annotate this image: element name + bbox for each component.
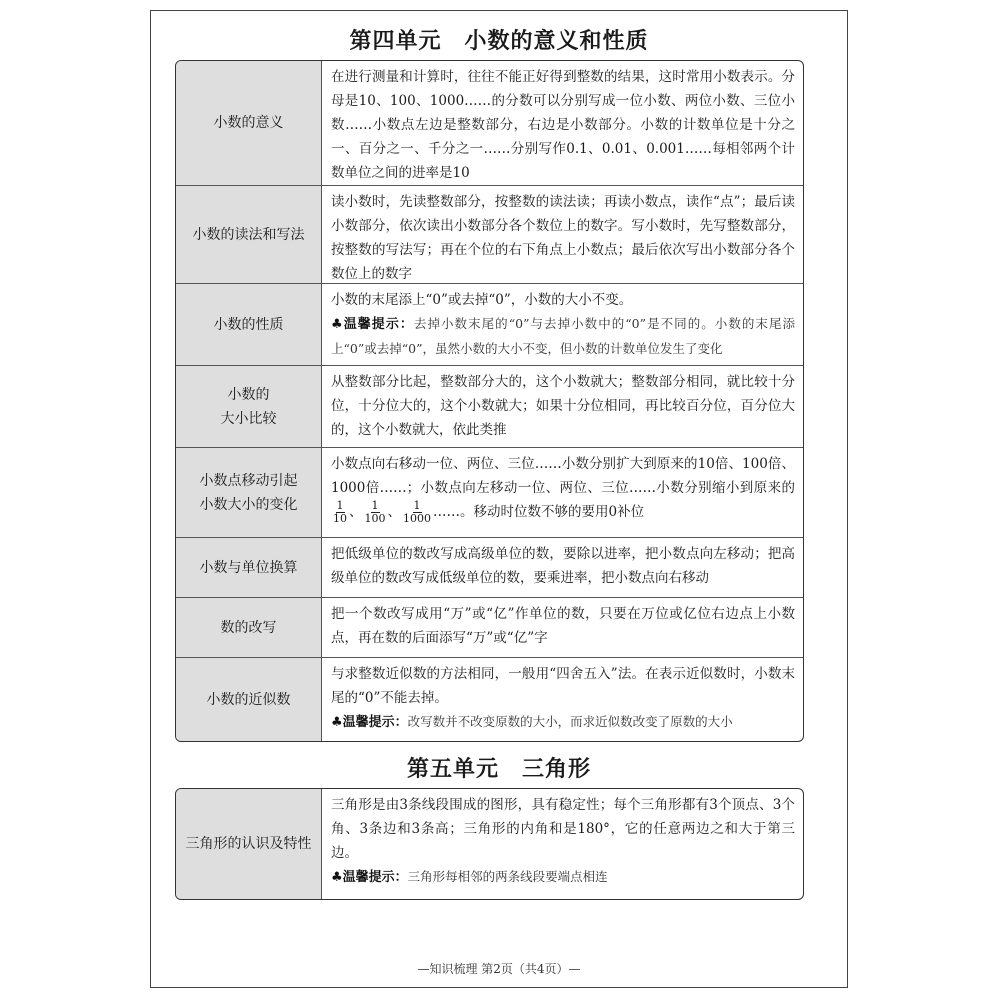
label-line1: 小数的 [227,386,270,403]
row-content [322,658,803,741]
row-content: 在进行测量和计算时，往往不能正好得到整数的结果，这时常用小数表示。分母是10、100、1000……的分数可以分别写成一位小数、两位小数、三位小数……小数点左边是整数部分，右边是小数部分。小数的计数单位是十分之一、百分之一、千分之一……分别写作0.1、0.01、0.001……每相邻两个计数单位之间的进率是10 [331,69,795,181]
club-suit-icon: ♣ [331,317,344,332]
table-row-compare [176,365,803,447]
label-line2: 大小比较 [220,410,277,427]
fraction: $\frac{1}{1000}$ [403,499,431,525]
row-label: 小数的意义 [176,61,322,185]
tip-text: 去掉小数末尾的“0”与去掉小数中的“0”是不同的。小数的末尾添上“0”或去掉“0”，虽然小数的大小不变，但小数的计数单位发生了变化 [331,316,795,356]
table-row-approx [176,657,803,741]
move-point-text: 小数点向右移动一位、两位、三位……小数分别扩大到原来的10倍、100倍、1000倍……；小数点向左移动一位、两位、三位……小数分别缩小到原来的 [331,456,795,496]
unit4-table [175,60,804,742]
unit4-title: 第四单元 小数的意义和性质 [349,29,649,54]
tip-text: 改写数并不改变原数的大小，而求近似数改变了原数的大小 [407,714,733,729]
table-row-move-point [176,447,803,537]
club-suit-icon: ♣ [331,870,343,885]
row-content [322,284,803,365]
table-row-triangle [176,789,803,899]
row-label: 三角形的认识及特性 [176,789,322,899]
table-row-property [176,283,803,365]
page-footer: —知识梳理 第2页（共4页）— [417,962,581,976]
tip-text: 三角形每相邻的两条线段要端点相连 [407,869,608,884]
label-line2: 小数大小的变化 [199,496,298,513]
table-row-meaning [176,61,803,185]
approx-text: 与求整数近似数的方法相同，一般用“四舍五入”法。在表示近似数时，小数末尾的“0”不能去掉。 [331,666,795,706]
tip [331,710,795,735]
row-content: 从整数部分比起，整数部分大的，这个小数就大；整数部分相同，就比较十分位，十分位大的，这个小数就大；如果十分位相同，再比较百分位，百分位大的，这个小数就大，依此类推 [331,374,795,438]
row-content: 把低级单位的数改写成高级单位的数，要除以进率，把小数点向左移动；把高级单位的数改写成低级单位的数，要乘进率，把小数点向右移动 [331,546,795,586]
club-suit-icon: ♣ [331,715,343,730]
row-label: 数的改写 [176,598,322,657]
row-label: 小数与单位换算 [176,538,322,597]
tip-label: 温馨提示： [343,317,414,332]
move-point-tail: ……。移动时位数不够的要用0补位 [433,504,645,520]
triangle-text: 三角形是由3条线段围成的图形，具有稳定性；每个三角形都有3个顶点、3个角、3条边和3条高；三角形的内角和是180°，它的任意两边之和大于第三边。 [331,797,795,861]
row-content: 把一个数改写成用“万”或“亿”作单位的数，只要在万位或亿位右边点上小数点，再在数的后面添写“万”或“亿”字 [331,606,795,646]
tip-label: 温馨提示： [342,870,408,885]
row-label: 小数的性质 [176,284,322,365]
unit5-table [175,788,804,900]
fraction: $\frac{1}{10}$ [333,499,347,525]
table-row-unit-conversion [176,537,803,597]
tip-label: 温馨提示： [342,715,408,730]
label-line1: 小数点移动引起 [199,472,298,489]
row-label [176,366,322,447]
row-label [176,448,322,537]
table-row-rewrite [176,597,803,657]
row-content [322,789,803,899]
table-row-read-write [176,185,803,283]
row-content: 读小数时，先读整数部分，按整数的读法读；再读小数点，读作“点”；最后读小数部分，依次读出小数部分各个数位上的数字。写小数时，先写整数部分，按整数的写法写；再在个位的右下角点上小数点；最后依次写出小数部分各个数位上的数字 [331,194,795,282]
row-content: 小数点向右移动一位、两位、三位……小数分别扩大到原来的10倍、100倍、1000倍……；小数点向左移动一位、两位、三位……小数分别缩小到原来的 $\frac{1}{10}$ 、 $\frac{1}{100}$ 、 $\frac{1}{1000}$ ……。移动时位数不够的要用0补位 [331,456,795,525]
fraction: $\frac{1}{100}$ [364,499,386,525]
tip [331,312,795,361]
property-text: 小数的末尾添上“0”或去掉“0”，小数的大小不变。 [331,292,633,308]
tip [331,865,795,890]
row-label: 小数的近似数 [176,658,322,741]
row-label: 小数的读法和写法 [176,186,322,283]
unit5-title: 第五单元 三角形 [406,757,591,782]
